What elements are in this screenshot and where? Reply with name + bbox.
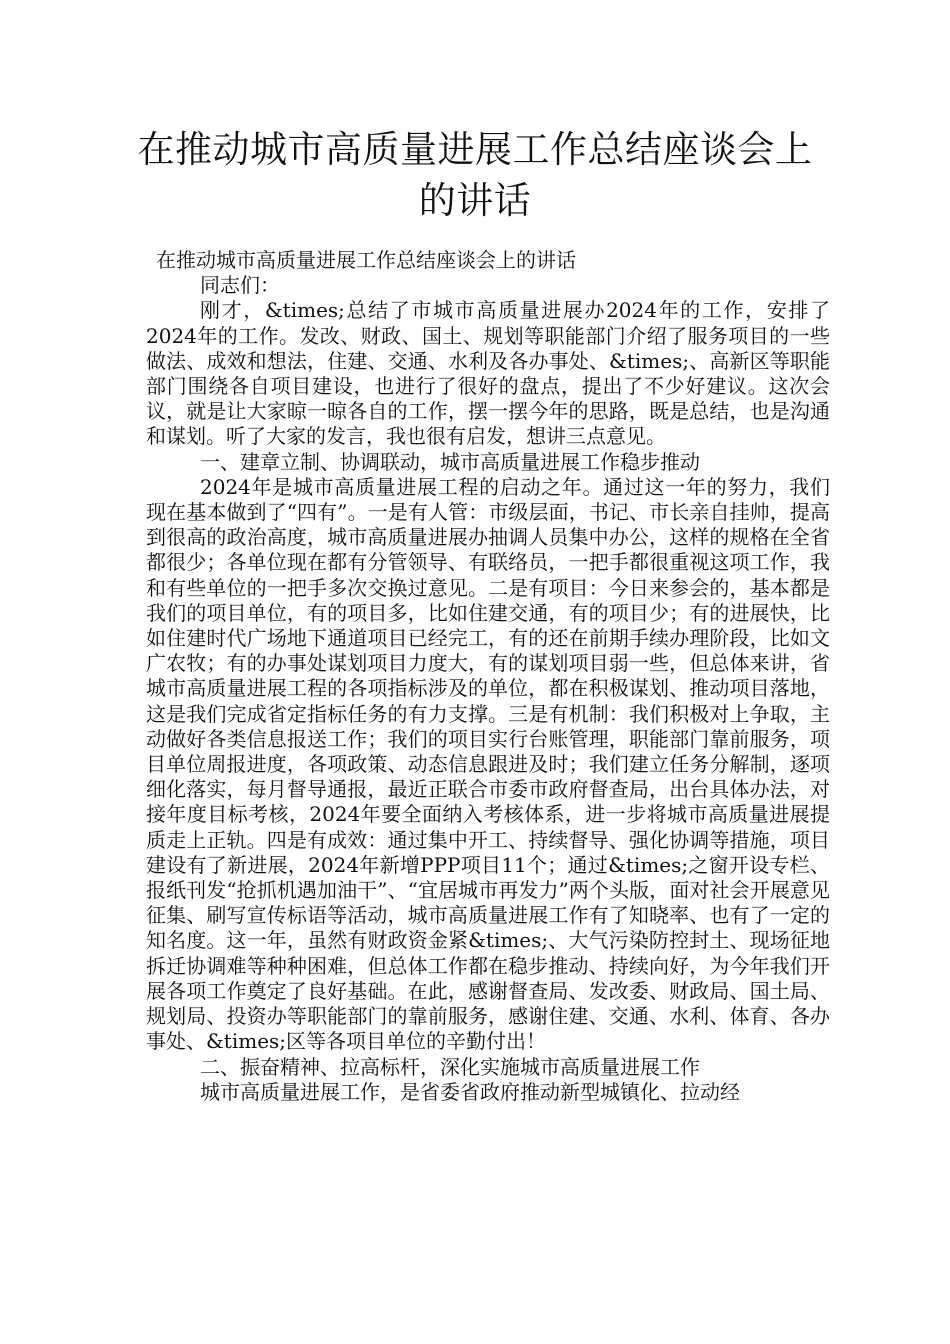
section-heading-2: 二、振奋精神、拉高标杆，深化实施城市高质量进展工作 <box>200 1054 700 1079</box>
section-heading-1: 一、建章立制、协调联动，城市高质量进展工作稳步推动 <box>200 449 700 474</box>
document-subtitle: 在推动城市高质量进展工作总结座谈会上的讲话 <box>156 248 576 272</box>
paragraph-opening: 刚才，&times;总结了市城市高质量进展办2024年的工作，安排了2024年的工作。发改、财政、国土、规划等职能部门介绍了服务项目的一些做法、成效和想法，住建、交通、水利及各办事处、&times;、高新区等职能部门围绕各自项目建设，也进行了很好的盘点，提出了不少好建议。这次会议，就是让大家晾一晾各自的工作，摆一摆今年的思路，既是总结，也是沟通和谋划。听了大家的发言，我也很有启发，想讲三点意见。 <box>146 298 830 449</box>
document-body <box>146 248 830 1105</box>
salutation: 同志们： <box>200 273 280 298</box>
paragraph-section-1: 2024年是城市高质量进展工程的启动之年。通过这一年的努力，我们现在基本做到了“四有”。一是有人管：市级层面，书记、市长亲自挂帅，提高到很高的政治高度，城市高质量进展办抽调人员集中办公，这样的规格在全省都很少；各单位现在都有分管领导、有联络员，一把手都很重视这项工作，我和有些单位的一把手多次交换过意见。二是有项目：今日来参会的，基本都是我们的项目单位，有的项目多，比如住建交通，有的项目少；有的进展快，比如住建时代广场地下通道项目已经完工，有的还在前期手续办理阶段，比如文广农牧；有的办事处谋划项目力度大，有的谋划项目弱一些，但总体来讲，省城市高质量进展工程的各项指标涉及的单位，都在积极谋划、推动项目落地，这是我们完成省定指标任务的有力支撑。三是有机制：我们积极对上争取，主动做好各类信息报送工作；我们的项目实行台账管理，职能部门靠前服务，项目单位周报进度，各项政策、动态信息跟进及时；我们建立任务分解制，逐项细化落实，每月督导通报，最近正联合市委市政府督查局，出台具体办法，对接年度目标考核，2024年要全面纳入考核体系，进一步将城市高质量进展提质走上正轨。四是有成效：通过集中开工、持续督导、强化协调等措施，项目建设有了新进展，2024年新增PPP项目11个；通过&times;之窗开设专栏、报纸刊发“抢抓机遇加油干”、“宜居城市再发力”两个头版，面对社会开展意见征集、刷写宣传标语等活动，城市高质量进展工作有了知晓率、也有了一定的知名度。这一年，虽然有财政资金紧&times;、大气污染防控封土、现场征地拆迁协调难等种种困难，但总体工作都在稳步推动、持续向好，为今年我们开展各项工作奠定了良好基础。在此，感谢督查局、发改委、财政局、国土局、规划局、投资办等职能部门的靠前服务，感谢住建、交通、水利、体育、各办事处、&times;区等各项目单位的辛勤付出！ <box>146 474 830 1054</box>
paragraph-section-2: 城市高质量进展工作，是省委省政府推动新型城镇化、拉动经 <box>200 1079 740 1104</box>
document-title: 在推动城市高质量进展工作总结座谈会上的讲话 <box>137 128 813 222</box>
